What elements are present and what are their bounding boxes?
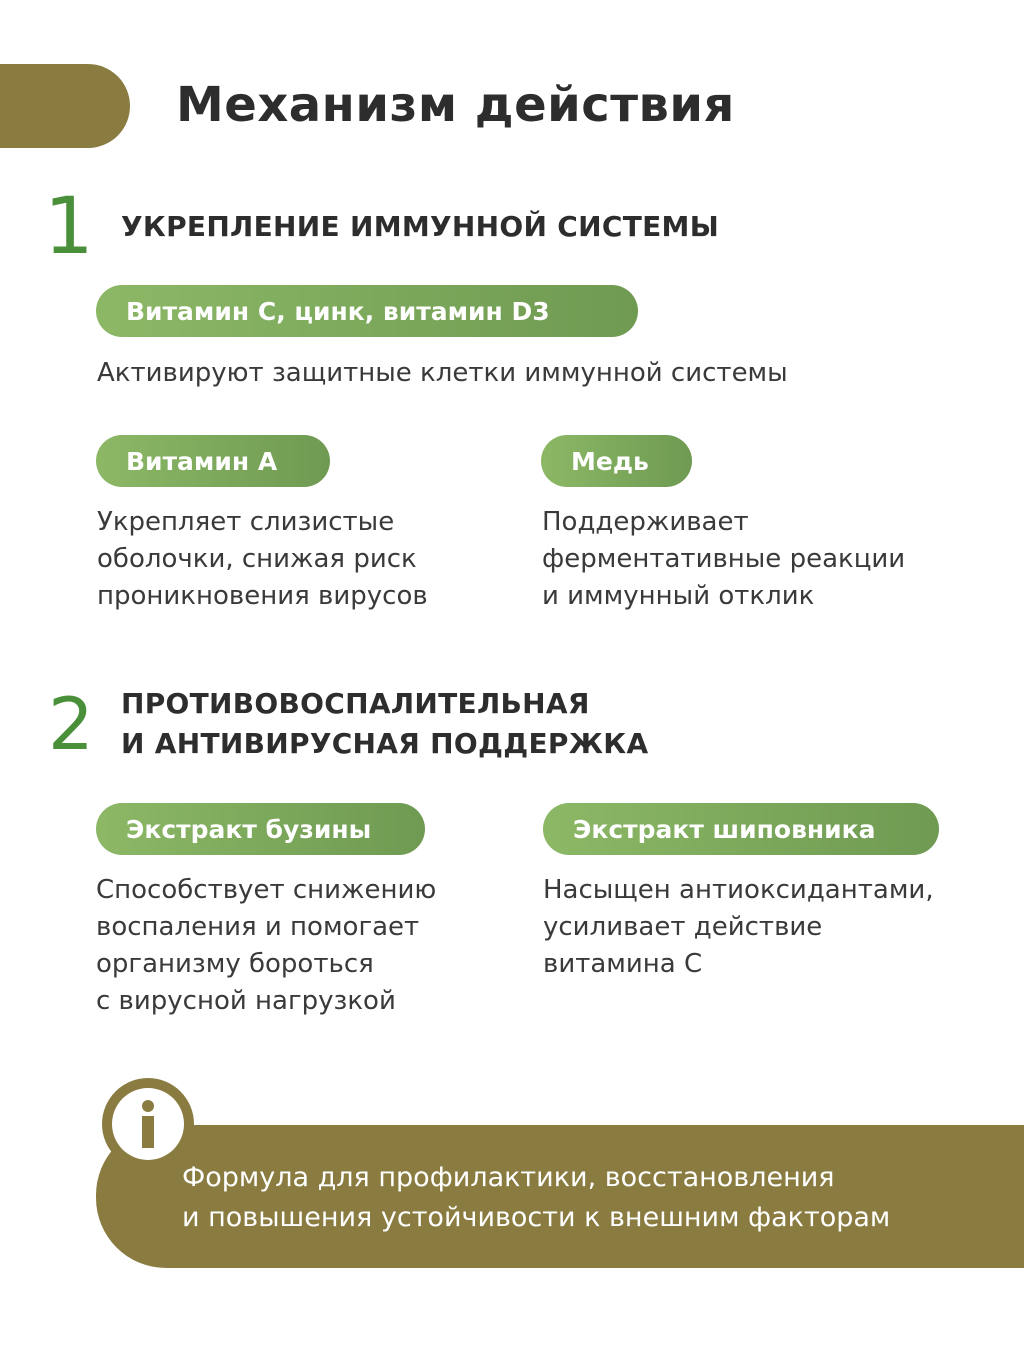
description-line: Активируют защитные клетки иммунной системы xyxy=(97,358,788,388)
page-title: Механизм действия xyxy=(176,77,735,133)
description-line: и иммунный отклик xyxy=(542,581,815,611)
description-line: ферментативные реакции xyxy=(542,544,906,574)
section-number-2: 2 xyxy=(48,682,94,766)
title-accent-tab xyxy=(0,64,130,148)
description-line: организму бороться xyxy=(96,949,374,979)
section-heading-line: И АНТИВИРУСНАЯ ПОДДЕРЖКА xyxy=(121,727,649,760)
ingredient-tag-vitamin-a: Витамин А xyxy=(96,435,330,487)
info-banner-text xyxy=(182,1158,890,1238)
ingredient-description xyxy=(543,872,934,983)
description-line: витамина С xyxy=(543,949,703,979)
ingredient-description xyxy=(96,872,436,1020)
description-line: проникновения вирусов xyxy=(97,581,428,611)
ingredient-tag-rosehip-extract: Экстракт шиповника xyxy=(543,803,939,855)
section-heading-line: УКРЕПЛЕНИЕ ИММУННОЙ СИСТЕМЫ xyxy=(121,210,720,243)
ingredient-tag-vitamin-c-zinc-d3: Витамин С, цинк, витамин D3 xyxy=(96,285,638,337)
description-line: усиливает действие xyxy=(543,912,823,942)
ingredient-description xyxy=(97,504,428,615)
section-heading-line: ПРОТИВОВОСПАЛИТЕЛЬНАЯ xyxy=(121,687,590,720)
ingredient-tag-copper: Медь xyxy=(541,435,692,487)
banner-line: Формула для профилактики, восстановления xyxy=(182,1162,835,1193)
info-icon xyxy=(102,1078,194,1170)
section-heading-2 xyxy=(121,684,648,764)
ingredient-description xyxy=(97,355,788,392)
info-icon-bar xyxy=(142,1116,154,1148)
ingredient-tag-elderberry-extract: Экстракт бузины xyxy=(96,803,425,855)
banner-line: и повышения устойчивости к внешним факторам xyxy=(182,1202,891,1233)
section-number-1: 1 xyxy=(44,182,94,272)
info-icon-inner xyxy=(112,1088,184,1160)
description-line: с вирусной нагрузкой xyxy=(96,986,396,1016)
description-line: воспаления и помогает xyxy=(96,912,420,942)
description-line: Укрепляет слизистые xyxy=(97,507,395,537)
description-line: Насыщен антиоксидантами, xyxy=(543,875,934,905)
description-line: Поддерживает xyxy=(542,507,749,537)
description-line: Способствует снижению xyxy=(96,875,437,905)
ingredient-description xyxy=(542,504,905,615)
description-line: оболочки, снижая риск xyxy=(97,544,417,574)
info-icon-dot xyxy=(142,1100,154,1112)
section-heading-1 xyxy=(121,207,719,247)
